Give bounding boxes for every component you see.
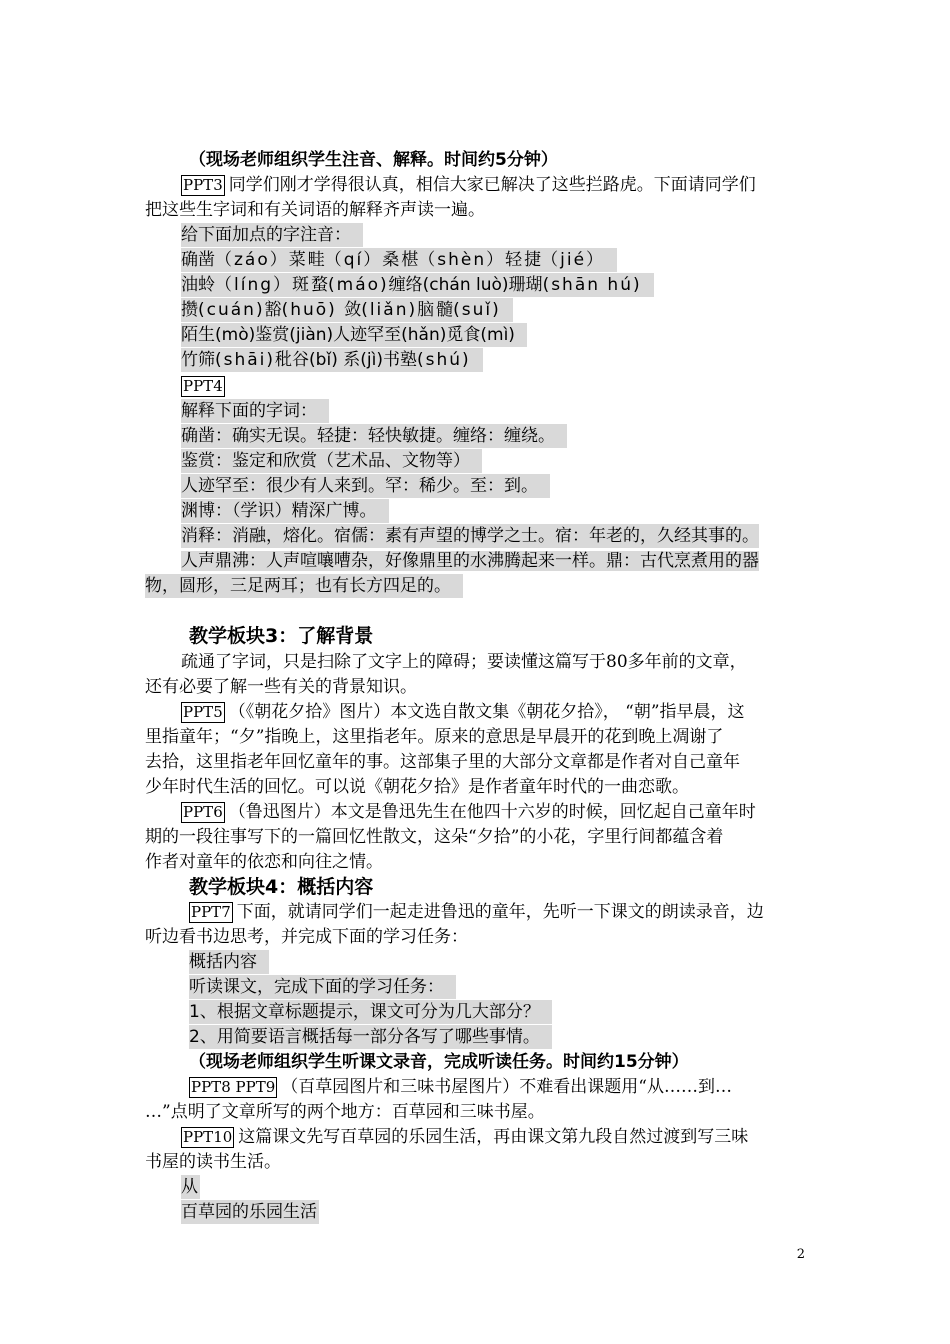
task-heading: 概括内容 (189, 950, 810, 974)
pinyin-row-4: 陌生(mò)鉴赏(jiàn)人迹罕至(hǎn)觅食(mì) (181, 323, 810, 347)
instruction-note-1: （现场老师组织学生注音、解释。时间约5分钟） (189, 150, 558, 170)
pinyin-row-2: 油蛉（líng）斑蝥(máo)缠络(chán luò)珊瑚(shān hú) (181, 273, 810, 297)
ppt6-tag: PPT6 (183, 803, 223, 821)
ppt5-tag: PPT5 (183, 703, 223, 721)
ppt4-tag: PPT4 (183, 377, 223, 395)
paragraph-ppt10-cont: 书屋的读书生活。 (145, 1152, 281, 1172)
definition-line-6: 人声鼎沸：人声喧嚷嘈杂，好像鼎里的水沸腾起来一样。鼎：古代烹煮用的器 (181, 551, 759, 571)
pinyin-row-3: 攒(cuán)豁(huō) 敛(liǎn)脑髓(suǐ) (181, 298, 810, 322)
background-paragraph: 疏通了字词，只是扫除了文字上的障碍；要读懂这篇写于80多年前的文章， (181, 652, 747, 672)
task-intro: 听读课文，完成下面的学习任务： (189, 975, 810, 999)
ppt10-tag: PPT10 (183, 1128, 233, 1146)
background-paragraph-cont: 还有必要了解一些有关的背景知识。 (145, 677, 417, 697)
instruction-note-2: （现场老师组织学生听课文录音，完成听读任务。时间约15分钟） (189, 1052, 689, 1072)
paragraph-ppt7-cont: 听边看书边思考，并完成下面的学习任务： (145, 927, 468, 947)
ppt8-9-tag: PPT8 PPT9 (191, 1078, 276, 1096)
paragraph-ppt6: PPT6 （鲁迅图片）本文是鲁迅先生在他四十六岁的时候，回忆起自己童年时 (183, 802, 756, 822)
section-heading-3: 教学板块3：了解背景 (189, 625, 374, 647)
paragraph-ppt5-line2: 里指童年；“夕”指晚上，这里指老年。原来的意思是早晨开的花到晚上凋谢了 (145, 727, 724, 747)
task-item-1: 1、根据文章标题提示，课文可分为几大部分？ (189, 1000, 810, 1024)
definition-line-6-cont: 物，圆形，三足两耳；也有长方四足的。 (145, 574, 810, 598)
paragraph-ppt3-text: 同学们刚才学得很认真，相信大家已解决了这些拦路虎。下面请同学们 (228, 175, 756, 195)
page-number: 2 (796, 1247, 805, 1262)
definition-line-4: 渊博：（学识）精深广博。 (181, 499, 810, 523)
diagram-label-baicaoyuan: 百草园的乐园生活 (181, 1202, 317, 1222)
pinyin-heading: 给下面加点的字注音： (181, 223, 810, 247)
paragraph-ppt8-9: PPT8 PPT9 （百草园图片和三味书屋图片）不难看出课题用“从……到… (191, 1077, 732, 1097)
diagram-label-from: 从 (181, 1177, 198, 1197)
paragraph-ppt5-line3: 去拾，这里指老年回忆童年的事。这部集子里的大部分文章都是作者对自己童年 (145, 752, 740, 772)
definition-line-3: 人迹罕至：很少有人来到。罕：稀少。至：到。 (181, 474, 810, 498)
paragraph-ppt5-line4: 少年时代生活的回忆。可以说《朝花夕拾》是作者童年时代的一曲恋歌。 (145, 777, 689, 797)
paragraph-ppt5: PPT5 （《朝花夕拾》图片）本文选自散文集《朝花夕拾》， “朝”指早晨，这 (183, 702, 745, 722)
paragraph-ppt6-line3: 作者对童年的依恋和向往之情。 (145, 852, 383, 872)
definition-line-2: 鉴赏：鉴定和欣赏（艺术品、文物等） (181, 449, 810, 473)
ppt7-tag: PPT7 (191, 903, 231, 921)
definition-line-5: 消释：消融，熔化。宿儒：素有声望的博学之士。宿：年老的，久经其事的。 (181, 526, 759, 546)
task-item-2: 2、用简要语言概括每一部分各写了哪些事情。 (189, 1025, 810, 1049)
paragraph-ppt10: PPT10 这篇课文先写百草园的乐园生活，再由课文第九段自然过渡到写三味 (183, 1127, 749, 1147)
paragraph-ppt8-9-cont: …”点明了文章所写的两个地方：百草园和三味书屋。 (145, 1102, 545, 1122)
pinyin-row-5: 竹筛(shāi)秕谷(bǐ) 系(jì)书塾(shú) (181, 348, 810, 372)
paragraph-ppt7: PPT7 下面，就请同学们一起走进鲁迅的童年，先听一下课文的朗读录音，边 (191, 902, 764, 922)
ppt3-tag: PPT3 (183, 176, 223, 194)
definition-line-1: 确凿：确实无误。轻捷：轻快敏捷。缠络：缠绕。 (181, 424, 810, 448)
pinyin-row-1: 确凿（záo）菜畦（qí）桑椹（shèn）轻捷（jié） (181, 248, 810, 272)
paragraph-ppt3 (181, 173, 810, 197)
paragraph-ppt6-line2: 期的一段往事写下的一篇回忆性散文，这朵“夕拾”的小花，字里行间都蕴含着 (145, 827, 724, 847)
definitions-heading: 解释下面的字词： (181, 399, 810, 423)
paragraph-ppt3-cont: 把这些生字词和有关词语的解释齐声读一遍。 (145, 200, 485, 220)
section-heading-4: 教学板块4：概括内容 (189, 876, 374, 898)
ppt4-line (181, 374, 810, 398)
